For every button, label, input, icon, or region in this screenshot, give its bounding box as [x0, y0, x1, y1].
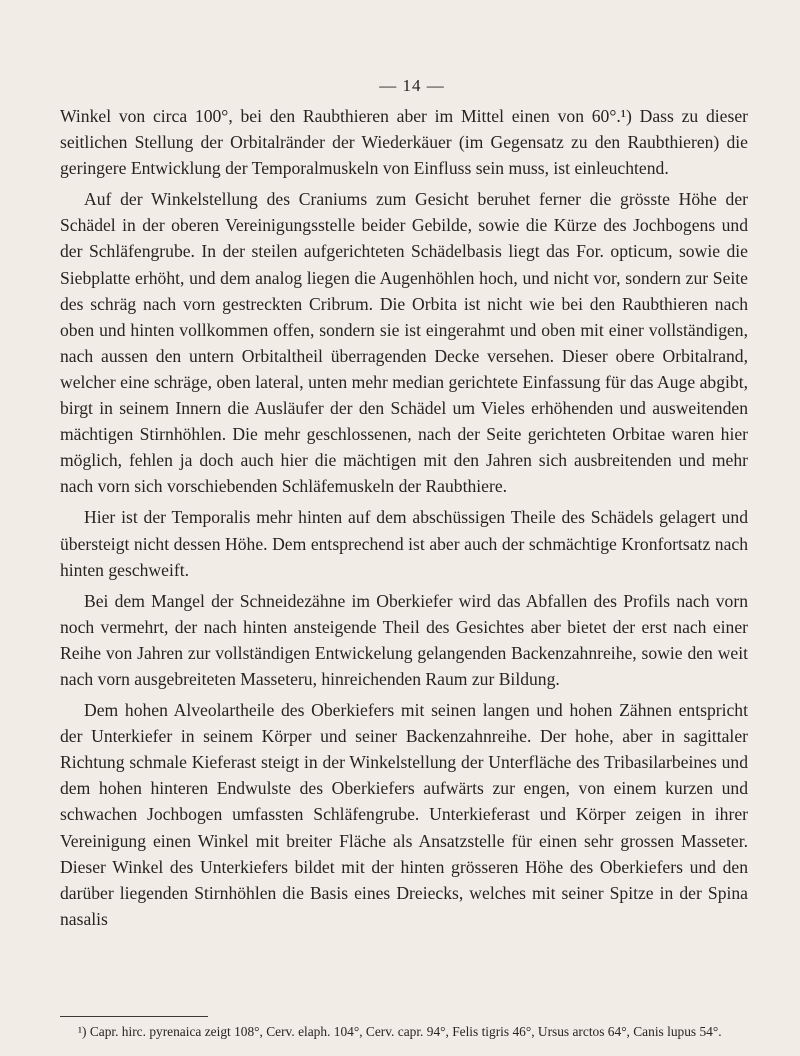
footnote-divider: [60, 1016, 208, 1017]
paragraph-5: Dem hohen Alveolartheile des Oberkiefers mit seinen langen und hohen Zähnen entspricht der Unterkiefer in seinem Körper und seiner Backenzahnreihe. Der hohe, aber in sagittaler Richtung schmale Kieferast steigt in der Winkelstellung der Unterfläche des Tribasilarbeines und dem hohen hinteren Endwulste des Oberkiefers aufwärts zur engen, von einem kurzen und schwachen Jochbogen umfassten Schläfengrube. Unterkieferast und Körper zeigen in ihrer Vereinigung einen Winkel mit breiter Fläche als Ansatzstelle für einen sehr grossen Masseter. Dieser Winkel des Unterkiefers bildet mit der hinten grösseren Höhe des Oberkiefers und den darüber liegenden Stirnhöhlen die Basis eines Dreiecks, welches mit seiner Spitze in der Spina nasalis: [60, 700, 748, 929]
body-text: [60, 103, 748, 932]
page-number-header: — 14 —: [379, 76, 445, 95]
paragraph-4: Bei dem Mangel der Schneidezähne im Oberkiefer wird das Abfallen des Profils nach vorn noch vermehrt, der nach hinten ansteigende Theil des Gesichtes aber bietet der erst nach einer Reihe von Jahren zur vollständigen Entwickelung gelangenden Backenzahnreihe, sowie den weit nach vorn ausgebreiteten Masseteru, hinreichenden Raum zur Bildung.: [60, 590, 748, 689]
paragraph-3: Hier ist der Temporalis mehr hinten auf dem abschüssigen Theile des Schädels gelagert und übersteigt nicht dessen Höhe. Dem entsprechend ist aber auch der schmächtige Kronfortsatz nach hinten geschweift.: [60, 507, 748, 580]
footnote-text: ¹) Capr. hirc. pyrenaica zeigt 108°, Cerv. elaph. 104°, Cerv. capr. 94°, Felis tigris 46°, Ursus arctos 64°, Canis lupus 54°.: [78, 1024, 722, 1039]
paragraph-2: Auf der Winkelstellung des Craniums zum Gesicht beruhet ferner die grösste Höhe der Schädel in der oberen Vereinigungsstelle beider Gebilde, sowie die Kürze des Jochbogens und der Schläfengrube. In der steilen aufgerichteten Schädelbasis liegt das For. opticum, sowie die Siebplatte erhöht, und dem analog liegen die Augenhöhlen hoch, und nicht vor, sondern zur Seite des schräg nach vorn gestreckten Cribrum. Die Orbita ist nicht wie bei den Raubthieren nach oben und hinten vollkommen offen, sondern sie ist eingerahmt und oben mit einer vollständigen, nach aussen den untern Orbitaltheil überragenden Decke versehen. Dieser obere Orbitalrand, welcher eine schräge, oben lateral, unten mehr median gerichtete Einfassung für das Auge abgibt, birgt in seinem Innern die Ausläufer der den Schädel um Vieles erhöhenden und ausweitenden mächtigen Stirnhöhlen. Die mehr geschlossenen, nach der Seite gerichteten Orbitae waren hier möglich, fehlen ja doch auch hier die mächtigen mit den Jahren sich ausbreitenden und mehr nach vorn sich vorschiebenden Schläfemuskeln der Raubthiere.: [60, 189, 748, 497]
paragraph-1: Winkel von circa 100°, bei den Raubthieren aber im Mittel einen von 60°.¹) Dass zu dieser seitlichen Stellung der Orbitalränder der Wiederkäuer (im Gegensatz zu den Raubthieren) die geringere Entwicklung der Temporalmuskeln von Einfluss sein muss, ist einleuchtend.: [60, 106, 748, 179]
footnote: [60, 1023, 748, 1040]
